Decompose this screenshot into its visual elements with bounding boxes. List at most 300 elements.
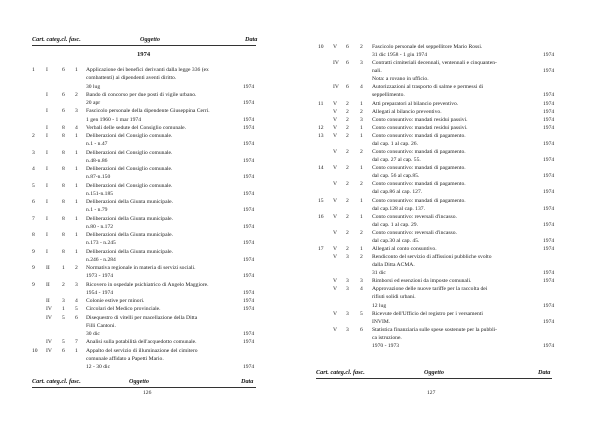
entry-fascicle: 5	[360, 310, 363, 317]
entry-cart: 12	[318, 124, 324, 131]
entry-date: 1974	[543, 140, 555, 147]
entry-subject: dal cap. 1 al cap. 29.	[372, 221, 418, 228]
footer-rule	[32, 387, 256, 388]
entry-category: I	[46, 149, 48, 156]
entry-category: I	[46, 182, 48, 189]
entry-category: V	[333, 116, 338, 123]
entry-row	[0, 272, 300, 280]
entry-fascicle: 3	[360, 278, 363, 285]
entry-cart: 15	[318, 197, 324, 204]
entry-subject: Conto consuntivo: reversali d'incasso.	[372, 213, 457, 220]
footer-cart-label: Cart. categ.cl. fasc.	[32, 378, 81, 385]
entry-cart: 2	[32, 133, 35, 139]
entry-subject: Applicazione dei benefici derivanti dalla legge 336 (ex	[86, 67, 209, 73]
entry-subject: 31 dic	[372, 270, 386, 277]
entry-subject: dal cap.128 al cap. 137.	[372, 205, 425, 212]
entry-date: 1974	[243, 141, 255, 148]
entry-class: 6	[62, 108, 65, 115]
entry-category: V	[333, 278, 338, 285]
bottom-header	[0, 378, 300, 386]
entry-category: V	[333, 124, 338, 131]
entry-cart: 9	[32, 281, 35, 288]
entry-date: 1974	[243, 100, 255, 106]
entry-subject: Allegati al conto consuntivo.	[372, 246, 437, 252]
entry-cart: 16	[318, 213, 324, 220]
entry-class: 3	[62, 298, 65, 304]
entry-class: 2	[346, 165, 349, 172]
entry-date: 1974	[543, 116, 555, 123]
entry-class: 2	[346, 197, 349, 204]
entry-row	[0, 91, 300, 99]
entry-class: 8	[62, 182, 65, 189]
entry-subject: Ricovero in ospedale psichiatrico di Angelo Maggiore.	[86, 281, 209, 288]
entry-subject: nali.	[372, 68, 382, 75]
entry-row	[0, 124, 300, 132]
entry-subject: Nota: a rovano in ufficio.	[372, 76, 429, 83]
entry-subject: n.48-n.86	[86, 157, 108, 164]
entry-class: 8	[62, 248, 65, 255]
entry-subject: 1973 - 1974	[86, 273, 114, 280]
entry-date: 1974	[243, 339, 255, 346]
entry-row	[300, 205, 600, 213]
page-number: 127	[427, 390, 436, 396]
entry-category: I	[46, 108, 48, 115]
entry-row	[300, 148, 600, 156]
entry-subject: ca istruzione.	[372, 334, 402, 341]
entry-subject: Colonie estive per minori.	[86, 298, 145, 304]
entry-fascicle: 4	[75, 124, 78, 131]
entry-date: 1974	[243, 174, 255, 181]
entry-subject: Ricevute dell'Ufficio del registro per i versamenti	[372, 310, 483, 317]
entry-subject: Deliberazioni della Giunta municipale.	[86, 232, 173, 238]
entry-class: 5	[62, 314, 65, 321]
entry-subject: dal cap.30 al cap. 45.	[372, 237, 420, 244]
entry-row	[0, 182, 300, 190]
entry-subject: Conto consuntivo: mandati residui passivi.	[372, 116, 468, 123]
entry-fascicle: 3	[360, 116, 363, 123]
entry-fascicle: 2	[360, 149, 363, 156]
entry-subject: comunale affidato a Papetti Mario.	[86, 355, 164, 362]
entry-date: 1974	[543, 246, 555, 252]
entry-subject: Fascicolo personale della dipendente Giuseppina Cerri.	[86, 108, 210, 115]
entry-row	[300, 342, 600, 350]
entry-fascicle: 6	[360, 326, 363, 333]
entry-fascicle: 3	[75, 108, 78, 115]
entry-date: 1974	[243, 331, 255, 337]
entry-subject: 30 dic	[86, 331, 100, 337]
entry-subject: Rendiconto del servizio di affissioni pubbliche svolto	[372, 254, 492, 261]
entry-row	[0, 215, 300, 223]
entry-row	[0, 264, 300, 272]
entry-fascicle: 1	[360, 124, 363, 131]
entry-subject: Conto consuntivo: mandati di pagamento.	[372, 132, 466, 139]
entry-fascicle: 1	[360, 132, 363, 139]
entry-class: 3	[346, 278, 349, 285]
entry-row	[300, 334, 600, 342]
entry-fascicle: 1	[75, 199, 78, 205]
entry-subject: Conto consuntivo: mandati di pagamento.	[372, 165, 466, 172]
entry-class: 6	[62, 91, 65, 98]
entry-row	[300, 253, 600, 261]
entry-row	[300, 91, 600, 99]
header-data-label: Data	[245, 36, 258, 43]
entry-date: 1974	[543, 68, 555, 75]
entry-category: V	[333, 286, 338, 293]
entry-category: I	[46, 91, 48, 98]
entry-row	[300, 132, 600, 140]
entry-subject: 1970 - 1973	[372, 342, 400, 349]
entry-class: 6	[346, 60, 349, 67]
entry-class: 3	[346, 286, 349, 293]
entry-row	[300, 197, 600, 205]
entry-category: V	[333, 149, 338, 156]
entry-row	[0, 107, 300, 115]
entry-row	[300, 277, 600, 285]
entry-subject: n.1 - n.47	[86, 141, 108, 148]
entry-fascicle: 1	[360, 246, 363, 252]
entry-fascicle: 5	[75, 306, 78, 313]
entry-category: V	[333, 246, 338, 252]
entry-date: 1974	[543, 92, 555, 99]
entry-date: 1974	[243, 306, 255, 313]
entry-date: 1974	[543, 270, 555, 277]
entry-subject: Deliberazioni del Consiglio comunale.	[86, 182, 173, 189]
entry-cart: 10	[32, 347, 38, 354]
entry-fascicle: 1	[75, 149, 78, 156]
entry-subject: dal cap. 1 al cap. 26.	[372, 140, 418, 147]
entry-fascicle: 4	[360, 286, 363, 293]
entry-row	[0, 256, 300, 264]
entry-row	[300, 237, 600, 245]
entry-fascicle: 1	[75, 232, 78, 238]
entry-date: 1974	[243, 364, 255, 370]
entry-row	[300, 269, 600, 277]
entry-class: 1	[62, 306, 65, 313]
entry-fascicle: 1	[360, 100, 363, 107]
entry-row	[300, 221, 600, 229]
entry-subject: Disequestro di vitelli per macellazione della Ditta	[86, 314, 198, 321]
entry-subject: 12 - 30 dic	[86, 364, 111, 370]
entry-cart: 5	[32, 182, 35, 189]
entry-fascicle: 2	[75, 91, 78, 98]
entry-class: 2	[346, 116, 349, 123]
entry-subject: Conto consuntivo: mandati di pagamento.	[372, 181, 466, 188]
entry-category: I	[46, 199, 48, 205]
entry-row	[0, 305, 300, 313]
entry-category: IV	[46, 347, 52, 354]
entry-cart: 10	[318, 44, 324, 50]
entry-fascicle: 7	[75, 339, 78, 346]
entry-category: IV	[46, 306, 52, 313]
entry-row	[300, 108, 600, 116]
entry-subject: n.1 - n.79	[86, 207, 108, 214]
bottom-header	[300, 369, 600, 377]
entry-subject: Autorizzazioni al trasporto di salme e permessi di	[372, 84, 484, 91]
entry-subject: n.87-n.150	[86, 174, 111, 181]
entry-subject: Filli Cantoni.	[86, 322, 116, 329]
entry-cart: 7	[32, 215, 35, 222]
footer-cart-label: Cart. categ.cl. fasc.	[316, 369, 365, 376]
entry-subject: Deliberazioni del Consiglio comunale.	[86, 166, 173, 172]
top-header	[0, 36, 300, 44]
entry-cart: 9	[32, 265, 35, 271]
entry-date: 1974	[243, 83, 255, 90]
entry-row	[300, 156, 600, 164]
entry-row	[0, 149, 300, 157]
entry-subject: 1 gen 1960 - 1 mar 1974	[86, 116, 141, 123]
entry-row	[300, 83, 600, 91]
entry-subject: 20 apr	[86, 100, 101, 106]
entry-fascicle: 2	[360, 229, 363, 236]
entry-cart: 4	[32, 166, 35, 172]
entry-fascicle: 2	[75, 265, 78, 271]
entry-category: IV	[333, 60, 339, 67]
entry-date: 1974	[243, 273, 255, 280]
entry-cart: 6	[32, 199, 35, 205]
entry-row	[0, 132, 300, 140]
entry-category: V	[333, 254, 338, 261]
entry-row	[300, 43, 600, 51]
page-number: 126	[143, 390, 152, 396]
entry-fascicle: 1	[75, 182, 78, 189]
entry-row	[0, 83, 300, 91]
entry-class: 3	[346, 254, 349, 261]
entry-date: 1974	[243, 207, 255, 214]
entry-class: 3	[346, 326, 349, 333]
footer-data-label: Data	[241, 378, 254, 385]
entry-row	[0, 165, 300, 173]
entry-category: I	[46, 124, 48, 131]
entry-row	[0, 157, 300, 165]
entry-cart: 9	[32, 248, 35, 255]
entry-fascicle: 4	[360, 84, 363, 91]
entry-row	[0, 140, 300, 148]
entry-row	[0, 347, 300, 355]
entry-row	[300, 116, 600, 124]
entry-subject: Approvazione delle nuove tariffe per la raccolta dei	[372, 286, 488, 293]
entry-subject: Deliberazioni del Consiglio comunale.	[86, 133, 173, 139]
entry-row	[0, 206, 300, 214]
entry-subject: Rimborsi ed esenzioni da imposte comunali.	[372, 278, 472, 285]
entry-fascicle: 1	[75, 166, 78, 172]
entry-row	[0, 297, 300, 305]
entry-row	[0, 248, 300, 256]
entry-row	[0, 99, 300, 107]
entry-date: 1974	[543, 100, 555, 107]
entry-date: 1974	[243, 116, 255, 123]
entry-subject: dal cap.86 al cap. 127.	[372, 189, 423, 196]
entry-subject: Analisi sulla potabilità dell'acquedotto comunale.	[86, 339, 197, 346]
entry-row	[300, 213, 600, 221]
entry-date: 1974	[243, 240, 255, 247]
entry-class: 2	[346, 229, 349, 236]
entry-row	[0, 281, 300, 289]
entry-subject: Conto consuntivo: reversali d'incasso.	[372, 229, 457, 236]
entry-row	[300, 140, 600, 148]
entry-category: V	[333, 213, 338, 220]
entry-date: 1974	[543, 205, 555, 212]
footer-data-label: Data	[538, 369, 551, 376]
entry-subject: INVIM.	[372, 318, 391, 325]
entry-row	[300, 245, 600, 253]
entry-row	[300, 100, 600, 108]
entry-category: V	[333, 197, 338, 204]
header-rule	[32, 45, 256, 46]
entry-class: 2	[346, 100, 349, 107]
entry-subject: combattenti) ai dipendenti aventi diritto.	[86, 75, 177, 82]
entry-date: 1974	[243, 298, 255, 304]
entry-row	[0, 116, 300, 124]
entry-class: 6	[346, 44, 349, 50]
entry-subject: Statistica finanziaria sulle spese sostenute per la pubbli-	[372, 326, 498, 333]
entry-category: II	[46, 281, 50, 288]
entry-class: 8	[62, 215, 65, 222]
entry-row	[0, 289, 300, 297]
entry-class: 8	[62, 124, 65, 131]
entry-row	[300, 261, 600, 269]
entry-class: 2	[346, 246, 349, 252]
entry-cart: 11	[318, 100, 324, 107]
entry-row	[300, 318, 600, 326]
entry-subject: n.151-n.185	[86, 190, 114, 197]
entry-cart: 3	[32, 149, 35, 156]
entry-subject: n.246 - n.284	[86, 256, 116, 263]
entry-category: V	[333, 44, 338, 50]
entry-subject: n.80 - n.172	[86, 223, 114, 230]
entry-category: I	[46, 215, 48, 222]
entry-row	[0, 198, 300, 206]
entry-date: 1974	[543, 189, 555, 196]
entry-category: V	[333, 310, 338, 317]
entry-fascicle: 2	[360, 108, 363, 115]
entry-class: 2	[346, 132, 349, 139]
entry-row	[0, 314, 300, 322]
entry-class: 2	[346, 181, 349, 188]
entry-row	[300, 164, 600, 172]
entry-date: 1974	[543, 237, 555, 244]
entry-class: 2	[346, 124, 349, 131]
entry-class: 2	[62, 281, 65, 288]
entry-date: 1974	[543, 52, 555, 59]
entry-category: I	[46, 232, 48, 238]
entry-subject: Deliberazioni della Giunta municipale.	[86, 199, 173, 205]
entry-date: 1974	[543, 173, 555, 180]
entry-subject: Verbali delle sedute del Consiglio comunale.	[86, 124, 187, 131]
entry-category: V	[333, 108, 338, 115]
entry-fascicle: 1	[75, 248, 78, 255]
entry-row	[0, 231, 300, 239]
entry-date: 1974	[243, 223, 255, 230]
entry-class: 5	[62, 339, 65, 346]
entry-category: V	[333, 229, 338, 236]
entry-row	[300, 326, 600, 334]
entry-class: 8	[62, 232, 65, 238]
entry-row	[0, 355, 300, 363]
entry-subject: Appalto del servizio di illuminazione del cimitero	[86, 347, 198, 354]
header-cart-label: Cart. categ.cl. fasc.	[32, 36, 81, 43]
entry-category: I	[46, 248, 48, 255]
entry-fascicle: 2	[360, 181, 363, 188]
entry-class: 6	[62, 67, 65, 73]
entry-subject: dalla Ditta ACMA.	[372, 262, 415, 269]
entry-category: V	[333, 132, 338, 139]
entry-date: 1974	[243, 256, 255, 263]
footer-rule	[316, 378, 552, 379]
entry-fascicle: 6	[75, 314, 78, 321]
entry-cart: 14	[318, 165, 324, 172]
entry-category: IV	[46, 314, 52, 321]
entry-subject: Conto consuntivo: mandati di pagamento.	[372, 149, 466, 156]
footer-oggetto-label: Oggetto	[129, 378, 149, 385]
entry-row	[300, 302, 600, 310]
entry-date: 1974	[243, 190, 255, 197]
entry-fascicle: 3	[360, 60, 363, 67]
entry-date: 1974	[543, 157, 555, 164]
entry-fascicle: 1	[360, 213, 363, 220]
entry-date: 1974	[543, 124, 555, 131]
entry-fascicle: 2	[360, 44, 363, 50]
entry-row	[300, 51, 600, 59]
entry-subject: Normativa regionale in materia di servizi sociali.	[86, 265, 196, 271]
entry-date: 1974	[543, 342, 555, 349]
entry-cart: 17	[318, 246, 324, 252]
entry-subject: Bando di concorso per due posti di vigile urbano.	[86, 91, 197, 98]
entry-subject: dal cap. 27 al cap. 55.	[372, 157, 421, 164]
entry-category: I	[46, 133, 48, 139]
entry-class: 2	[346, 108, 349, 115]
entry-category: II	[46, 298, 50, 304]
entry-date: 1974	[243, 289, 255, 296]
entry-subject: Contratti cimiteriali decennali, ventennali e cinquanten-	[372, 60, 497, 67]
entry-category: I	[46, 166, 48, 172]
entry-subject: seppellimento.	[372, 92, 405, 99]
entry-subject: Deliberazioni del Consiglio comunale.	[86, 149, 173, 156]
entry-row	[300, 180, 600, 188]
entry-fascicle: 1	[75, 215, 78, 222]
entry-subject: Circolari del Medico provinciale.	[86, 306, 161, 313]
entry-subject: Conto consuntivo: mandati di pagamento.	[372, 197, 466, 204]
entry-fascicle: 1	[360, 165, 363, 172]
entry-cart: 8	[32, 232, 35, 238]
entry-category: IV	[333, 84, 339, 91]
entry-cart: 13	[318, 132, 324, 139]
entry-class: 2	[346, 149, 349, 156]
entry-fascicle: 1	[75, 347, 78, 354]
entry-row	[0, 223, 300, 231]
entry-fascicle: 1	[75, 133, 78, 139]
entry-date: 1974	[243, 157, 255, 164]
entry-subject: Atti preparatori al bilancio preventivo.	[372, 100, 459, 107]
entry-row	[300, 285, 600, 293]
entry-class: 8	[62, 149, 65, 156]
entry-category: I	[46, 67, 48, 73]
entry-date: 1974	[543, 318, 555, 325]
entry-row	[0, 330, 300, 338]
entry-row	[0, 190, 300, 198]
entry-class: 6	[346, 84, 349, 91]
entry-row	[300, 59, 600, 67]
entry-row	[0, 322, 300, 330]
entry-fascicle: 4	[75, 298, 78, 304]
entry-subject: n.173 - n.245	[86, 240, 116, 247]
entry-fascicle: 3	[75, 281, 78, 288]
entry-category: V	[333, 326, 338, 333]
entry-row	[300, 310, 600, 318]
right-page	[300, 0, 600, 424]
entry-subject: 12 lug	[372, 302, 387, 309]
entry-row	[300, 172, 600, 180]
entry-date: 1974	[543, 221, 555, 228]
